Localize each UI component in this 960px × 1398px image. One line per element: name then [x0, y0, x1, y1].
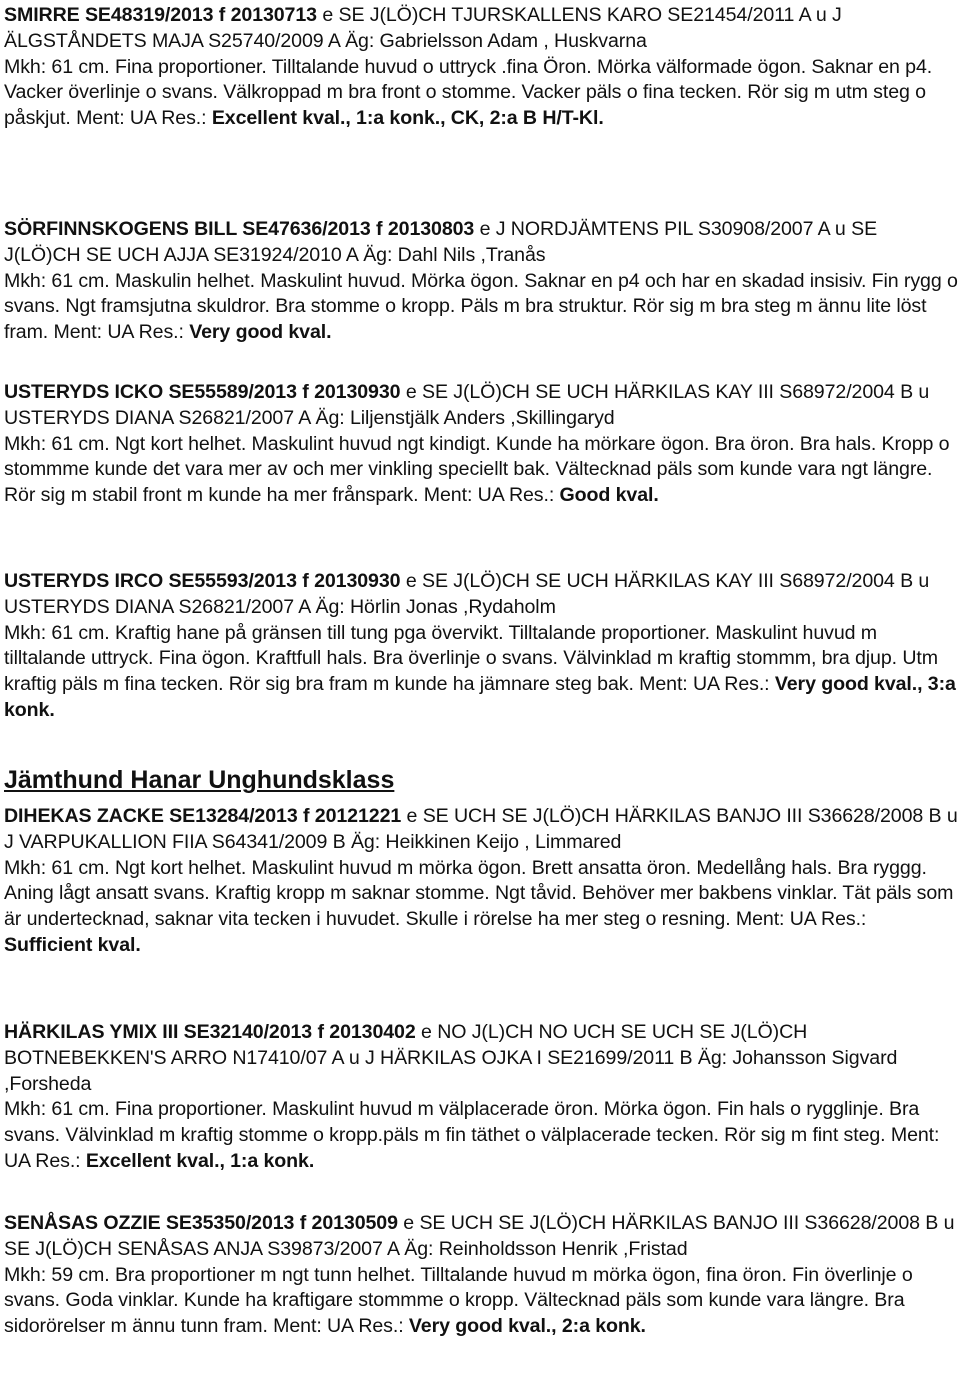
critique: Mkh: 61 cm. Ngt kort helhet. Maskulint huvud m mörka ögon. Brett ansatta öron. Medellång hals. Bra ryggg. Aning lågt ansatt svans. Kraftig kropp m saknar stomme. Ngt tåvid. Behöver mer bakbens vinklar. Tät päls som är undertecknad, saknar vita tecken i huvudet. Skulle i rörelse ha mer steg o resning. Ment: UA: [4, 856, 954, 931]
owner: Äg: Johansson Sigvard ,Forsheda: [4, 1046, 898, 1095]
dam: USTERYDS DIANA S26821/2007 A: [4, 406, 311, 429]
sire-label: e: [421, 1021, 432, 1043]
dam: SE J(LÖ)CH SE UCH AJJA SE31924/2010 A: [4, 218, 878, 266]
dog-name: DIHEKAS ZACKE SE13284/2013: [4, 805, 298, 827]
dog-name: USTERYDS ICKO SE55589/2013: [4, 381, 297, 403]
sire: SE UCH SE J(LÖ)CH HÄRKILAS BANJO III S36628/2008 B: [419, 1212, 939, 1234]
sire-label: e: [405, 381, 417, 403]
birth-date: 20121221: [314, 805, 402, 827]
owner: Äg: Dahl Nils ,Tranås: [363, 243, 546, 266]
owner: Äg: Reinholdsson Henrik ,Fristad: [404, 1237, 688, 1260]
critique: Mkh: 61 cm. Fina proportioner. Maskulint huvud m välplacerade öron. Mörka ögon. Fin hals o rygglinje. Bra svans. Välvinklad m kraftig stomme o kropp.päls m fin täthet o välplacerade tecken. Rör sig m fint steg. Ment: UA: [4, 1098, 940, 1172]
sire-label: e: [403, 1212, 415, 1234]
critique: Mkh: 61 cm. Fina proportioner. Tilltalande huvud o uttryck .fina Öron. Mörka välformade ögon. Saknar en p4. Vacker överlinje o svans. Välkroppad m bra front o stomme. Vacker päls o fina tecken. Rör sig m utm steg o påskjut. Ment: UA: [4, 55, 933, 130]
result: Good kval.: [559, 484, 659, 507]
result-label: Res.:: [508, 484, 555, 507]
sire-label: e: [479, 218, 491, 240]
dog-entry: [4, 217, 958, 346]
dog-name: HÄRKILAS YMIX III SE32140/2013: [4, 1021, 313, 1043]
critique: Mkh: 61 cm. Kraftig hane på gränsen till tung pga övervikt. Tilltalande proportioner. Maskulint huvud m tilltalande uttryck. Fina ögon. Kraftfull hals. Bra överlinje o svans. Välvinklad m kraftig stommm, bra djup. Utm kraftig päls m fina tecken. Rör sig bra fram m kunde ha jämnare steg bak. Ment: UA: [4, 621, 938, 696]
result: Very good kval., 3:a konk.: [4, 673, 956, 721]
result-label: Res.:: [821, 908, 867, 931]
dog-entry: [4, 1211, 958, 1340]
dam-label: u: [834, 218, 846, 240]
dog-entry: [4, 380, 958, 509]
result: Excellent kval., 1:a konk.: [85, 1149, 315, 1172]
birth-label: f: [302, 805, 310, 827]
dog-entry: [4, 804, 958, 959]
sire: SE J(LÖ)CH TJURSKALLENS KARO SE21454/2011 A: [338, 4, 811, 26]
dam-label: u: [348, 1046, 360, 1069]
result-label: Res.:: [358, 1315, 404, 1338]
result: Very good kval.: [189, 321, 332, 344]
dog-name: SÖRFINNSKOGENS BILL SE47636/2013: [4, 218, 371, 240]
birth-label: f: [218, 4, 226, 26]
result: Sufficient kval.: [4, 933, 141, 956]
dam: SE J(LÖ)CH SENÅSAS ANJA S39873/2007 A: [4, 1237, 399, 1260]
dam-label: u: [918, 381, 930, 403]
birth-label: f: [302, 570, 309, 592]
sire: SE UCH SE J(LÖ)CH HÄRKILAS BANJO III S36628/2008 B: [422, 805, 942, 827]
dam: J HÄRKILAS OJKA I SE21699/2011 B: [364, 1046, 693, 1069]
dam: J ÄLGSTÅNDETS MAJA S25740/2009 A: [4, 4, 842, 52]
dog-entry: [4, 569, 958, 724]
dog-name: SENÅSAS OZZIE SE35350/2013: [4, 1212, 295, 1234]
dam-label: u: [918, 570, 930, 592]
critique: Mkh: 61 cm. Ngt kort helhet. Maskulint huvud ngt kindigt. Kunde ha mörkare ögon. Bra öron. Bra hals. Kropp o stommme kunde det vara mer av och mer vinkling speciellt bak. Vältecknad päls som kunde vara ngt längre. Rör sig m stabil front m kunde ha mer frånspark. Ment: UA: [4, 432, 950, 507]
birth-date: 20130930: [314, 570, 401, 592]
birth-date: 20130803: [387, 218, 475, 240]
dam-label: u: [943, 1212, 955, 1234]
sire: NO J(L)CH NO UCH SE UCH SE J(LÖ)CH BOTNEBEKKEN'S ARRO N17410/07 A: [4, 1021, 808, 1069]
owner: Äg: Gabrielsson Adam , Huskvarna: [345, 29, 647, 52]
result-label: Res.:: [724, 673, 770, 696]
sire: SE J(LÖ)CH SE UCH HÄRKILAS KAY III S68972/2004 B: [421, 381, 914, 403]
dog-entry: [4, 3, 958, 132]
dog-name: USTERYDS IRCO SE55593/2013: [4, 570, 297, 592]
birth-date: 20130509: [311, 1212, 398, 1234]
result-label: Res.:: [161, 107, 207, 130]
birth-date: 20130930: [314, 381, 401, 403]
owner: Äg: Hörlin Jonas ,Rydaholm: [315, 595, 556, 618]
dam: USTERYDS DIANA S26821/2007 A: [4, 595, 311, 618]
sire-label: e: [406, 805, 418, 827]
dog-name: SMIRRE SE48319/2013: [4, 4, 214, 26]
birth-label: f: [299, 1212, 307, 1234]
critique: Mkh: 59 cm. Bra proportioner m ngt tunn helhet. Tilltalande huvud m mörka ögon, fina öron. Fin överlinje o svans. Goda vinklar. Kunde ha kraftigare stommme o kropp. Vältecknad päls som kunde vara längre. Bra sidorörelser m ännu tunn fram. Ment: UA: [4, 1263, 913, 1338]
dog-entry: [4, 1020, 958, 1175]
birth-date: 20130402: [329, 1021, 416, 1043]
sire: SE J(LÖ)CH SE UCH HÄRKILAS KAY III S68972/2004 B: [421, 570, 914, 592]
result: Excellent kval., 1:a konk., CK, 2:a B H/T-Kl.: [211, 107, 604, 130]
sire-label: e: [322, 4, 334, 26]
birth-label: f: [376, 218, 383, 240]
result: Very good kval., 2:a konk.: [408, 1315, 646, 1338]
result-label: Res.:: [138, 321, 184, 344]
dam-label: u: [946, 805, 958, 827]
dam-label: u: [815, 4, 827, 26]
critique: Mkh: 61 cm. Maskulin helhet. Maskulint huvud. Mörka ögon. Saknar en p4 och har en skadad insisiv. Fin rygg o svans. Ngt framsjutna skuldror. Bra stomme o kropp. Päls m bra struktur. Rör sig m bra steg m ännu lite löst fram. Ment: UA: [4, 269, 958, 344]
birth-date: 20130713: [230, 4, 317, 26]
result-label: Res.:: [35, 1149, 81, 1172]
dam: J VARPUKALLION FIIA S64341/2009 B: [4, 830, 346, 853]
section-heading: Jämthund Hanar Unghundsklass: [4, 766, 395, 794]
sire: J NORDJÄMTENS PIL S30908/2007 A: [495, 218, 830, 240]
owner: Äg: Liljenstjälk Anders ,Skillingaryd: [315, 406, 615, 429]
sire-label: e: [405, 570, 417, 592]
owner: Äg: Heikkinen Keijo , Limmared: [350, 830, 622, 853]
birth-label: f: [302, 381, 309, 403]
birth-label: f: [317, 1021, 324, 1043]
